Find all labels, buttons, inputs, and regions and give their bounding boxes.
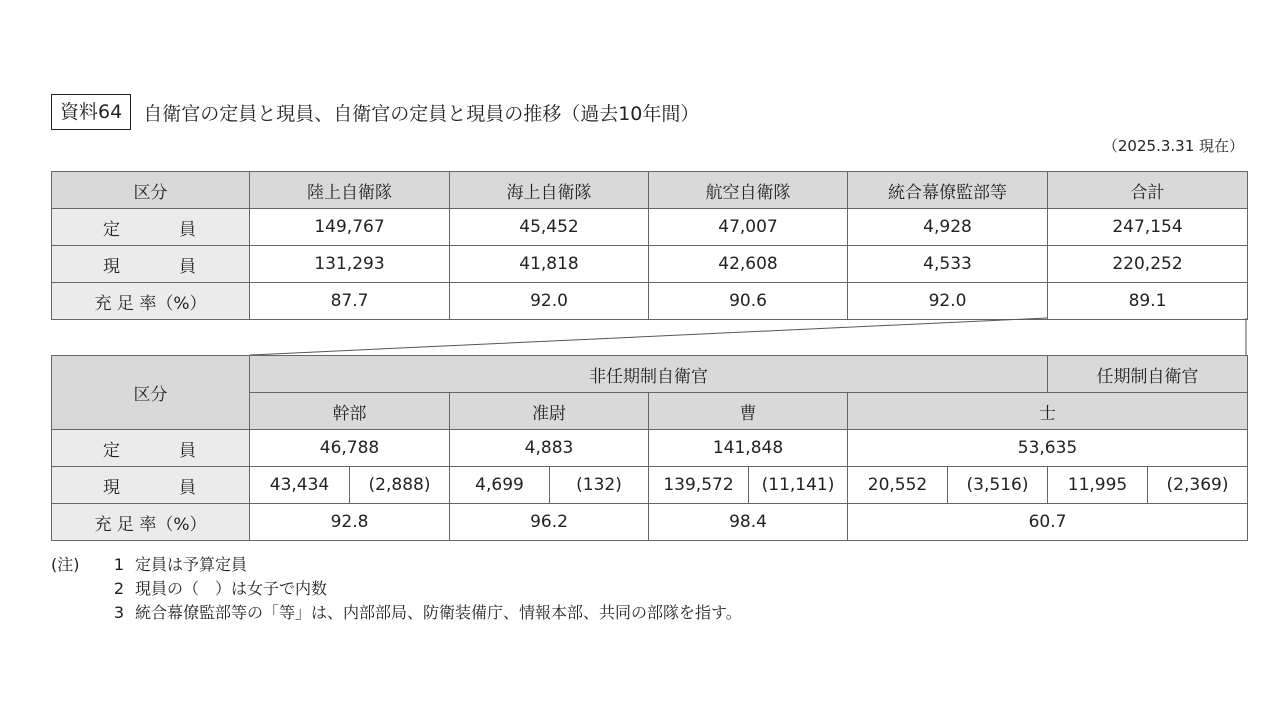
as-of-date: （2025.3.31 現在）	[1102, 137, 1244, 155]
row-label-fill-rate: 充 足 率（%）	[52, 283, 250, 320]
column-header-gsdf: 陸上自衛隊	[250, 172, 450, 209]
row-label-authorized: 定 員	[52, 209, 250, 246]
row-label-actual: 現 員	[52, 467, 250, 504]
note-number: 1	[113, 555, 125, 574]
note-item	[51, 601, 742, 625]
table-cell: 45,452	[450, 209, 649, 246]
group-header-fixed-term: 任期制自衛官	[1048, 356, 1248, 393]
notes-prefix: (注)	[51, 555, 80, 574]
personnel-by-rank-table	[51, 355, 1248, 541]
table-cell: 53,635	[848, 430, 1248, 467]
table-cell-female: (3,516)	[948, 467, 1048, 504]
column-header-total: 合計	[1048, 172, 1248, 209]
table-cell: 4,928	[848, 209, 1048, 246]
note-item	[51, 577, 742, 601]
row-label-actual: 現 員	[52, 246, 250, 283]
column-header-nco: 曹	[649, 393, 848, 430]
column-header-asdf: 航空自衛隊	[649, 172, 848, 209]
table-cell: 60.7	[848, 504, 1248, 541]
table-cell: 43,434	[250, 467, 350, 504]
table-cell: 42,608	[649, 246, 848, 283]
table-cell: 139,572	[649, 467, 749, 504]
personnel-by-branch-table	[51, 171, 1248, 320]
title-row	[51, 93, 699, 131]
table-cell: 4,883	[450, 430, 649, 467]
table-row	[52, 209, 1248, 246]
table-cell-female: (2,369)	[1148, 467, 1248, 504]
column-header-warrant-officers: 准尉	[450, 393, 649, 430]
table-cell-female: (132)	[550, 467, 649, 504]
table-cell-female: (11,141)	[749, 467, 848, 504]
table-cell: 46,788	[250, 430, 450, 467]
column-header-joint-staff: 統合幕僚監部等	[848, 172, 1048, 209]
table-header-row	[52, 356, 1248, 393]
column-header-officers: 幹部	[250, 393, 450, 430]
row-label-authorized: 定 員	[52, 430, 250, 467]
table-cell: 141,848	[649, 430, 848, 467]
column-header-msdf: 海上自衛隊	[450, 172, 649, 209]
note-number: 2	[113, 579, 125, 598]
notes	[51, 553, 742, 625]
document-title: 自衛官の定員と現員、自衛官の定員と現員の推移（過去10年間）	[143, 102, 700, 125]
table-cell: 92.0	[848, 283, 1048, 320]
table-row	[52, 504, 1248, 541]
table-cell: 90.6	[649, 283, 848, 320]
table-row	[52, 430, 1248, 467]
connector-line-left	[250, 318, 1047, 355]
table-cell: 220,252	[1048, 246, 1248, 283]
table-cell: 4,699	[450, 467, 550, 504]
table-row	[52, 283, 1248, 320]
table-cell: 89.1	[1048, 283, 1248, 320]
note-text: 統合幕僚監部等の「等」は、内部部局、防衛装備庁、情報本部、共同の部隊を指す。	[135, 603, 742, 622]
column-header-category: 区分	[52, 172, 250, 209]
note-item	[51, 553, 742, 577]
note-number: 3	[113, 603, 125, 622]
document-number-label: 資料64	[51, 94, 131, 130]
note-text: 現員の（ ）は女子で内数	[135, 579, 328, 598]
column-header-enlisted: 士	[848, 393, 1248, 430]
table-header-row	[52, 172, 1248, 209]
row-label-fill-rate: 充 足 率（%）	[52, 504, 250, 541]
table-cell: 47,007	[649, 209, 848, 246]
table-cell: 87.7	[250, 283, 450, 320]
table-cell-female: (2,888)	[350, 467, 450, 504]
table-row	[52, 246, 1248, 283]
table-row	[52, 467, 1248, 504]
table-cell: 4,533	[848, 246, 1048, 283]
table-cell: 247,154	[1048, 209, 1248, 246]
note-text: 定員は予算定員	[135, 555, 248, 574]
table-cell: 11,995	[1048, 467, 1148, 504]
table-cell: 20,552	[848, 467, 948, 504]
table-cell: 149,767	[250, 209, 450, 246]
group-header-non-fixed-term: 非任期制自衛官	[250, 356, 1048, 393]
table-cell: 41,818	[450, 246, 649, 283]
table-cell: 96.2	[450, 504, 649, 541]
table-cell: 131,293	[250, 246, 450, 283]
table-cell: 92.0	[450, 283, 649, 320]
table-cell: 98.4	[649, 504, 848, 541]
column-header-category: 区分	[52, 356, 250, 430]
table-cell: 92.8	[250, 504, 450, 541]
